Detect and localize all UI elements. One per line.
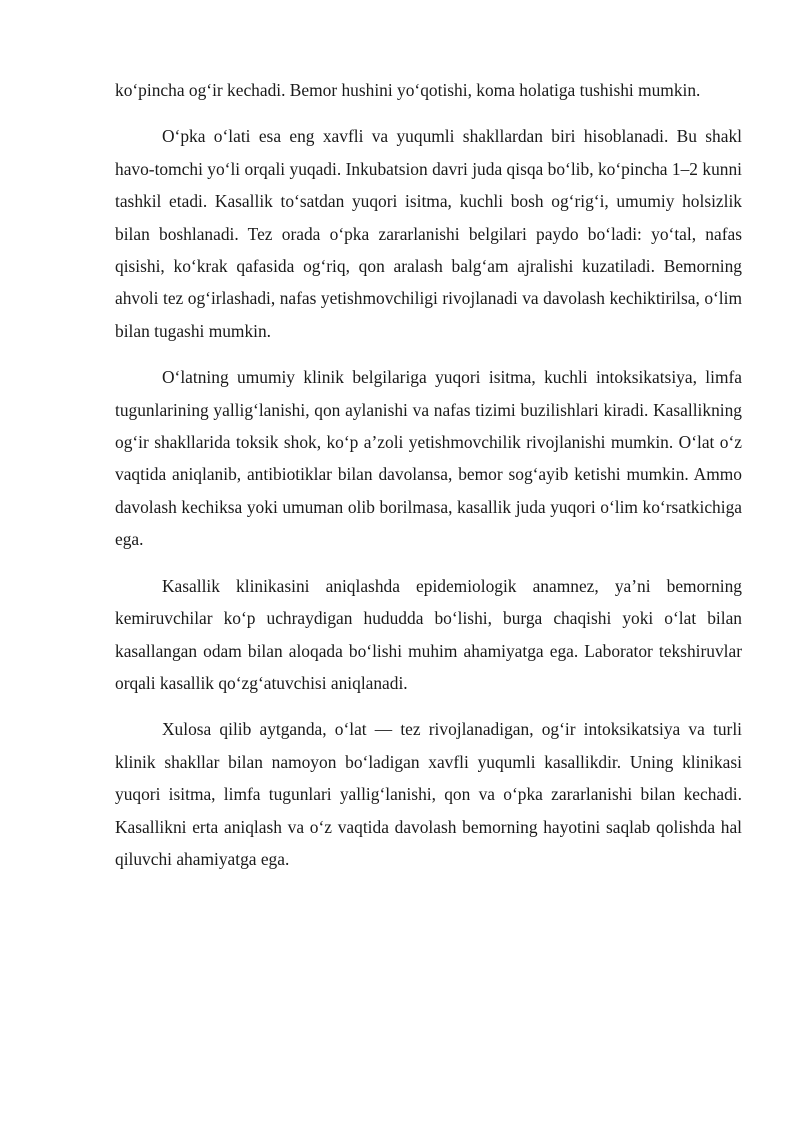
paragraph-clinical-signs: O‘latning umumiy klinik belgilariga yuqori isitma, kuchli intoksikatsiya, limfa tugunlarining yallig‘lanishi, qon aylanishi va nafas tizimi buzilishlari kiradi. Kasallikning og‘ir shakllarida toksik shok, ko‘p a’zoli yetishmovchilik rivojlanishi mumkin. O‘lat o‘z vaqtida aniqlanib, antibiotiklar bilan davolansa, bemor sog‘ayib ketishi mumkin. Ammo davolash kechiksa yoki umuman olib borilmasa, kasallik juda yuqori o‘lim ko‘rsatkichiga ega. xyxy=(115,367,742,550)
paragraph-conclusion: Xulosa qilib aytganda, o‘lat — tez rivojlanadigan, og‘ir intoksikatsiya va turli klinik shakllar bilan namoyon bo‘ladigan xavfli yuqumli kasallikdir. Uning klinikasi yuqori isitma, limfa tugunlari yallig‘lanishi, qon va o‘pka zararlanishi bilan kechadi. Kasallikni erta aniqlash va o‘z vaqtida davolash bemorning hayotini saqlab qolishda hal qiluvchi ahamiyatga ega. xyxy=(115,719,742,869)
document-body xyxy=(115,74,742,889)
paragraph-pulmonary-plague: O‘pka o‘lati esa eng xavfli va yuqumli shakllardan biri hisoblanadi. Bu shakl havo-tomchi yo‘li orqali yuqadi. Inkubatsion davri juda qisqa bo‘lib, ko‘pincha 1–2 kunni tashkil etadi. Kasallik to‘satdan yuqori isitma, kuchli bosh og‘rig‘i, umumiy holsizlik bilan boshlanadi. Tez orada o‘pka zararlanishi belgilari paydo bo‘ladi: yo‘tal, nafas qisishi, ko‘krak qafasida og‘riq, qon aralash balg‘am ajralishi kuzatiladi. Bemorning ahvoli tez og‘irlashadi, nafas yetishmovchiligi rivojlanadi va davolash kechiktirilsa, o‘lim bilan tugashi mumkin. xyxy=(115,126,742,341)
paragraph-continuation: ko‘pincha og‘ir kechadi. Bemor hushini yo‘qotishi, koma holatiga tushishi mumkin. xyxy=(115,80,701,100)
paragraph-diagnosis: Kasallik klinikasini aniqlashda epidemiologik anamnez, ya’ni bemorning kemiruvchilar ko‘p uchraydigan hududda bo‘lishi, burga chaqishi yoki o‘lat bilan kasallangan odam bilan aloqada bo‘lishi muhim ahamiyatga ega. Laborator tekshiruvlar orqali kasallik qo‘zg‘atuvchisi aniqlanadi. xyxy=(115,575,742,693)
